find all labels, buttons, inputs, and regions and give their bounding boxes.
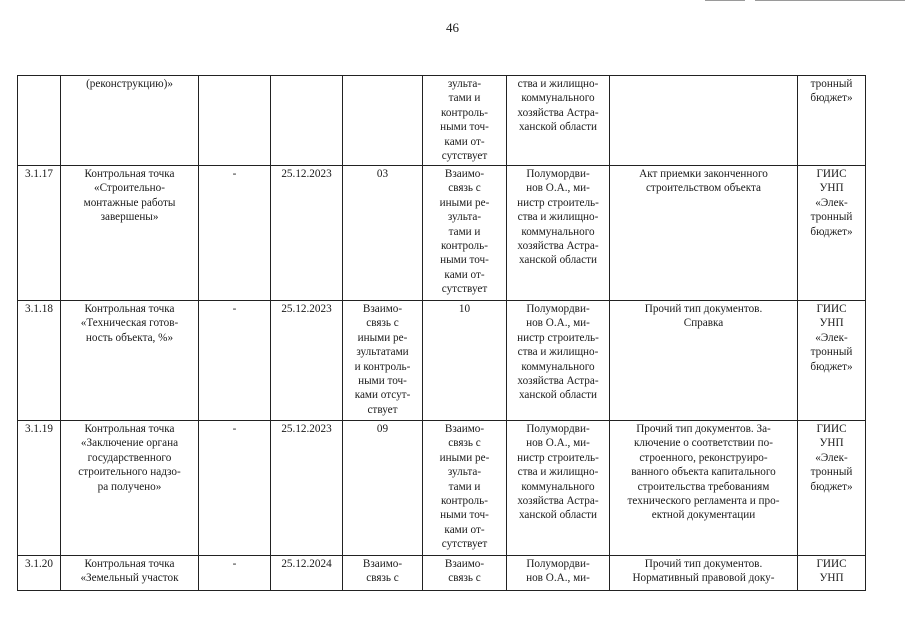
cell-responsible: Полумордви- нов О.А., ми- нистр строитель- ства и жилищно- коммунального хозяйства Астра- ханской области bbox=[507, 166, 610, 301]
cell-number bbox=[18, 76, 61, 166]
cell-type1: 09 bbox=[343, 421, 423, 556]
cell-document: Прочий тип документов. За- ключение о соответствии по- строенного, реконструиро- ванного объекта капитального строительства требованиям технического регламента и про- ектной документации bbox=[610, 421, 798, 556]
cell-type1: Взаимо- связь с иными ре- зультатами и контроль- ными точ- ками отсут- ствует bbox=[343, 301, 423, 421]
cell-date: 25.12.2023 bbox=[271, 421, 343, 556]
cell-base: - bbox=[199, 556, 271, 591]
table-row bbox=[18, 556, 866, 591]
cell-type2: Взаимо- связь с иными ре- зульта- тами и контроль- ными точ- ками от- сутствует bbox=[423, 421, 507, 556]
cell-system: ГИИС УНП bbox=[798, 556, 866, 591]
cell-date: 25.12.2023 bbox=[271, 301, 343, 421]
cell-name: Контрольная точка «Строительно- монтажные работы завершены» bbox=[61, 166, 199, 301]
cell-type1 bbox=[343, 76, 423, 166]
table-row bbox=[18, 76, 866, 166]
cell-type2: 10 bbox=[423, 301, 507, 421]
cell-document: Акт приемки законченного строительством объекта bbox=[610, 166, 798, 301]
table-row bbox=[18, 166, 866, 301]
cell-responsible: Полумордви- нов О.А., ми- нистр строитель- ства и жилищно- коммунального хозяйства Астра- ханской области bbox=[507, 421, 610, 556]
cell-number: 3.1.20 bbox=[18, 556, 61, 591]
cell-date: 25.12.2023 bbox=[271, 166, 343, 301]
cell-number: 3.1.19 bbox=[18, 421, 61, 556]
cell-type1: 03 bbox=[343, 166, 423, 301]
top-edge-line bbox=[705, 0, 745, 1]
cell-type2: Взаимо- связь с иными ре- зульта- тами и контроль- ными точ- ками от- сутствует bbox=[423, 166, 507, 301]
cell-system: ГИИС УНП «Элек- тронный бюджет» bbox=[798, 421, 866, 556]
page-number: 46 bbox=[446, 20, 459, 35]
cell-date: 25.12.2024 bbox=[271, 556, 343, 591]
cell-base bbox=[199, 76, 271, 166]
control-points-table bbox=[17, 75, 866, 591]
cell-type2: Взаимо- связь с bbox=[423, 556, 507, 591]
cell-name: Контрольная точка «Заключение органа государственного строительного надзо- ра получено» bbox=[61, 421, 199, 556]
cell-system: ГИИС УНП «Элек- тронный бюджет» bbox=[798, 301, 866, 421]
cell-system: ГИИС УНП «Элек- тронный бюджет» bbox=[798, 166, 866, 301]
cell-name: Контрольная точка «Земельный участок bbox=[61, 556, 199, 591]
table-row bbox=[18, 301, 866, 421]
cell-type1: Взаимо- связь с bbox=[343, 556, 423, 591]
table-row bbox=[18, 421, 866, 556]
cell-base: - bbox=[199, 301, 271, 421]
cell-responsible: Полумордви- нов О.А., ми- bbox=[507, 556, 610, 591]
cell-type2: зульта- тами и контроль- ными точ- ками от- сутствует bbox=[423, 76, 507, 166]
cell-number: 3.1.17 bbox=[18, 166, 61, 301]
cell-system: тронный бюджет» bbox=[798, 76, 866, 166]
cell-document: Прочий тип документов. Справка bbox=[610, 301, 798, 421]
cell-document: Прочий тип документов. Нормативный правовой доку- bbox=[610, 556, 798, 591]
top-edge-line bbox=[755, 0, 905, 1]
cell-name: (реконструкцию)» bbox=[61, 76, 199, 166]
cell-responsible: ства и жилищно- коммунального хозяйства Астра- ханской области bbox=[507, 76, 610, 166]
cell-document bbox=[610, 76, 798, 166]
cell-date bbox=[271, 76, 343, 166]
cell-name: Контрольная точка «Техническая готов- ность объекта, %» bbox=[61, 301, 199, 421]
cell-base: - bbox=[199, 166, 271, 301]
cell-base: - bbox=[199, 421, 271, 556]
cell-responsible: Полумордви- нов О.А., ми- нистр строитель- ства и жилищно- коммунального хозяйства Астра- ханской области bbox=[507, 301, 610, 421]
cell-number: 3.1.18 bbox=[18, 301, 61, 421]
